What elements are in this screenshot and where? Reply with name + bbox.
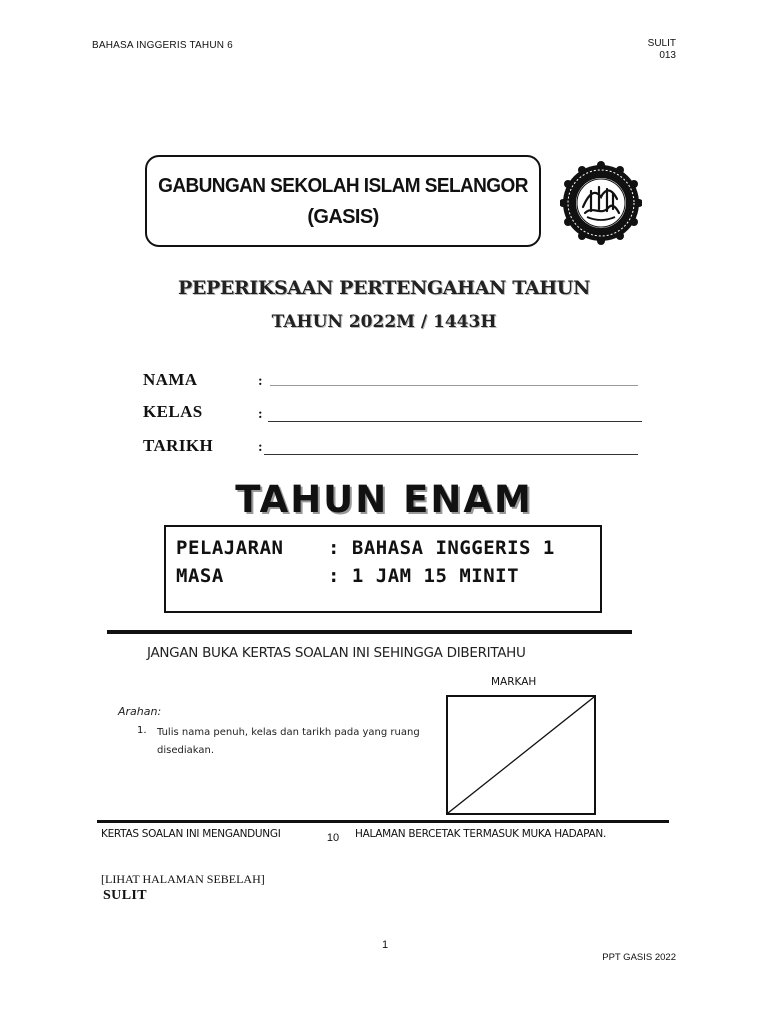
- duration-row: [176, 565, 519, 587]
- field-label-nama: NAMA: [143, 370, 198, 389]
- instruction-text: Tulis nama penuh, kelas dan tarikh pada yang ruang disediakan.: [157, 727, 420, 756]
- next-page-note: [LIHAT HALAMAN SEBELAH]: [101, 872, 265, 886]
- header-subject: BAHASA INGGERIS TAHUN 6: [92, 40, 233, 51]
- markah-diagonal: [448, 697, 594, 813]
- level-title: TAHUN ENAM: [235, 478, 533, 521]
- bottom-divider-rule: [97, 820, 669, 823]
- header-sulit: SULIT: [647, 38, 676, 49]
- subject-value: : BAHASA INGGERIS 1: [328, 537, 555, 559]
- kelas-input-line[interactable]: [268, 421, 642, 422]
- organization-name: GABUNGAN SEKOLAH ISLAM SELANGOR: [158, 175, 528, 197]
- subject-info-box: [164, 525, 602, 613]
- page-count: 10: [316, 826, 350, 846]
- duration-value: : 1 JAM 15 MINIT: [328, 565, 520, 587]
- markah-label: MARKAH: [491, 676, 537, 688]
- duration-key: MASA: [176, 565, 224, 587]
- exam-year: TAHUN 2022M / 1443H: [271, 312, 497, 332]
- header-classification: [600, 38, 676, 62]
- field-colon: :: [258, 407, 263, 422]
- do-not-open-warning: JANGAN BUKA KERTAS SOALAN INI SEHINGGA DIBERITAHU: [147, 645, 526, 661]
- nama-input-line[interactable]: [270, 385, 638, 386]
- page-count-note-prefix: KERTAS SOALAN INI MENGANDUNGI: [101, 828, 281, 840]
- subject-key: PELAJARAN: [176, 537, 284, 559]
- markah-score-box[interactable]: [446, 695, 596, 815]
- tarikh-input-line[interactable]: [264, 454, 638, 455]
- islamic-calligraphy-seal-icon: [560, 158, 642, 248]
- header-code: 013: [659, 50, 676, 61]
- sulit-mark: SULIT: [103, 888, 148, 903]
- exam-title: PEPERIKSAAN PERTENGAHAN TAHUN: [178, 277, 590, 299]
- organization-title-box: [145, 155, 541, 247]
- field-colon: :: [258, 440, 263, 455]
- divider-rule: [107, 630, 632, 634]
- instructions-heading: Arahan:: [118, 705, 162, 718]
- field-colon: :: [258, 374, 263, 389]
- page-count-note-suffix: HALAMAN BERCETAK TERMASUK MUKA HADAPAN.: [355, 828, 606, 840]
- instruction-number: 1.: [137, 725, 147, 736]
- field-label-tarikh: TARIKH: [143, 436, 214, 455]
- field-label-kelas: KELAS: [143, 402, 203, 421]
- organization-acronym: (GASIS): [307, 206, 379, 228]
- page-number: 1: [381, 939, 389, 951]
- subject-row: [176, 537, 555, 559]
- footer-exam-code: PPT GASIS 2022: [602, 952, 676, 963]
